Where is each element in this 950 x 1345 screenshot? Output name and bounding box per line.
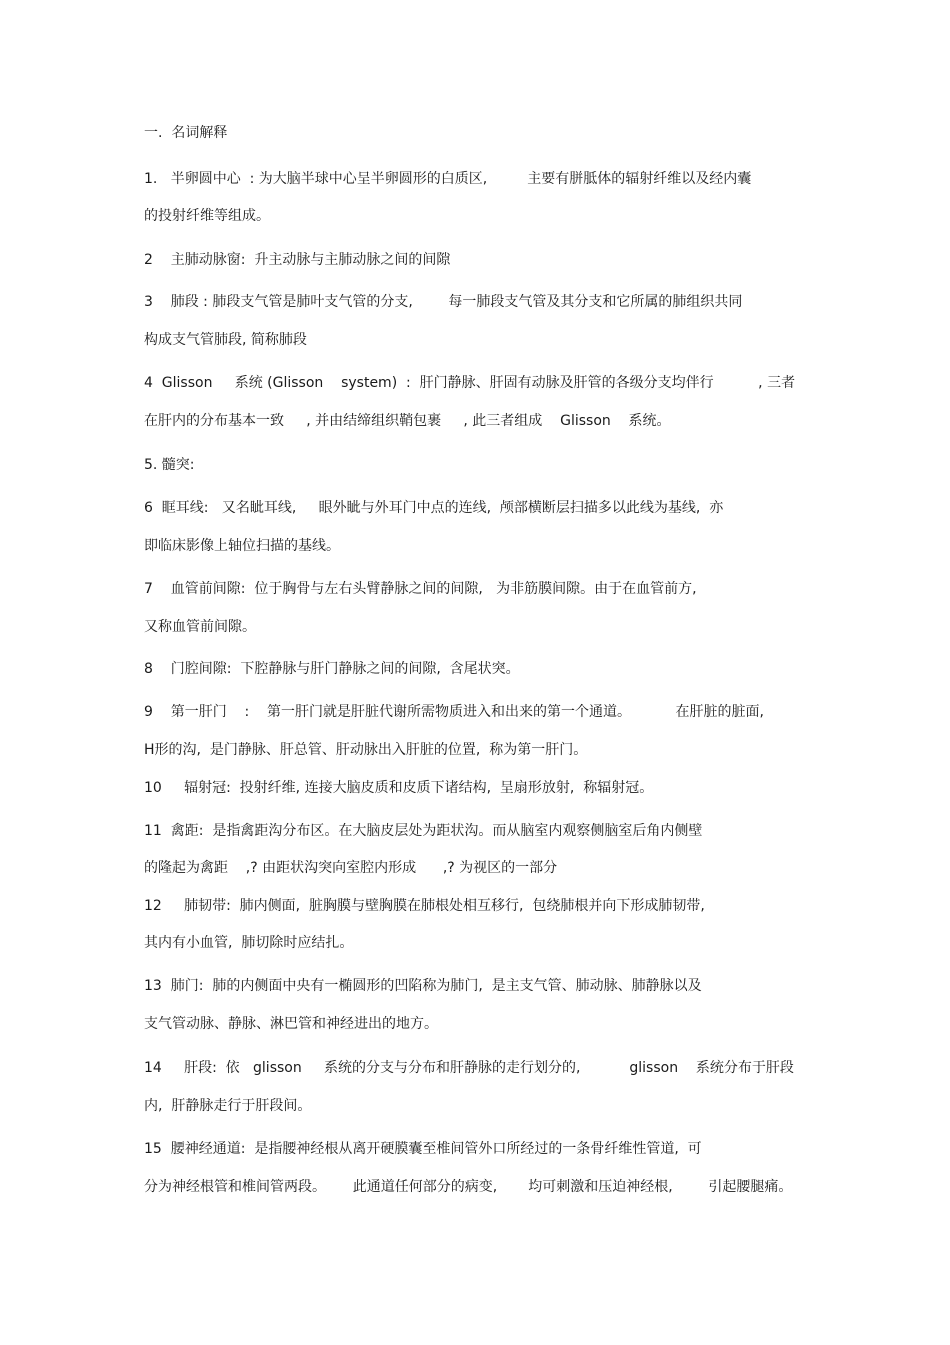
text-line: 5. 髓突:: [144, 457, 195, 473]
text-line: 6 眶耳线: 又名眦耳线, 眼外眦与外耳门中点的连线, 颅部横断层扫描多以此线为基线, 亦: [144, 500, 724, 516]
text-line: 支气管动脉、静脉、淋巴管和神经进出的地方。: [144, 1016, 438, 1032]
text-line: 构成支气管肺段, 简称肺段: [144, 332, 307, 348]
text-line: 3 肺段 : 肺段支气管是肺叶支气管的分支, 每一肺段支气管及其分支和它所属的肺组织共同: [144, 294, 743, 310]
text-line: 11 禽距: 是指禽距沟分布区。在大脑皮层处为距状沟。而从脑室内观察侧脑室后角内侧壁: [144, 823, 703, 839]
text-line: 7 血管前间隙: 位于胸骨与左右头臂静脉之间的间隙, 为非筋膜间隙。由于在血管前方,: [144, 581, 697, 597]
text-line: 13 肺门: 肺的内侧面中央有一椭圆形的凹陷称为肺门, 是主支气管、肺动脉、肺静脉以及: [144, 978, 702, 994]
text-line: 8 门腔间隙: 下腔静脉与肝门静脉之间的间隙, 含尾状突。: [144, 661, 520, 677]
text-line: 12 肺韧带: 肺内侧面, 脏胸膜与壁胸膜在肺根处相互移行, 包绕肺根并向下形成肺韧带,: [144, 898, 705, 914]
text-line: 在肝内的分布基本一致 , 并由结缔组织鞘包裹 , 此三者组成 Glisson 系统。: [144, 413, 671, 429]
text-line: 4 Glisson 系统 (Glisson system) : 肝门静脉、肝固有动脉及肝管的各级分支均伴行 , 三者: [144, 375, 796, 391]
section-title: 一. 名词解释: [144, 125, 228, 141]
text-line: 9 第一肝门 : 第一肝门就是肝脏代谢所需物质进入和出来的第一个通道。 在肝脏的脏面,: [144, 704, 764, 720]
text-line: 的隆起为禽距 ,? 由距状沟突向室腔内形成 ,? 为视区的一部分: [144, 860, 558, 876]
text-line: 其内有小血管, 肺切除时应结扎。: [144, 935, 354, 951]
text-line: 的投射纤维等组成。: [144, 208, 270, 224]
text-line: 15 腰神经通道: 是指腰神经根从离开硬膜囊至椎间管外口所经过的一条骨纤维性管道, 可: [144, 1141, 702, 1157]
text-line: 2 主肺动脉窗: 升主动脉与主肺动脉之间的间隙: [144, 252, 451, 268]
text-line: 内, 肝静脉走行于肝段间。: [144, 1098, 312, 1114]
text-line: 1. 半卵圆中心 : 为大脑半球中心呈半卵圆形的白质区, 主要有胼胝体的辐射纤维以及经内囊: [144, 171, 752, 187]
text-line: 又称血管前间隙。: [144, 619, 256, 635]
text-line: 10 辐射冠: 投射纤维, 连接大脑皮质和皮质下诸结构, 呈扇形放射, 称辐射冠。: [144, 780, 654, 796]
text-line: H形的沟, 是门静脉、肝总管、肝动脉出入肝脏的位置, 称为第一肝门。: [144, 742, 588, 758]
text-line: 即临床影像上轴位扫描的基线。: [144, 538, 340, 554]
text-line: 分为神经根管和椎间管两段。 此通道任何部分的病变, 均可刺激和压迫神经根, 引起腰腿痛。: [144, 1179, 793, 1195]
text-line: 14 肝段: 依 glisson 系统的分支与分布和肝静脉的走行划分的, glisson 系统分布于肝段: [144, 1060, 794, 1076]
